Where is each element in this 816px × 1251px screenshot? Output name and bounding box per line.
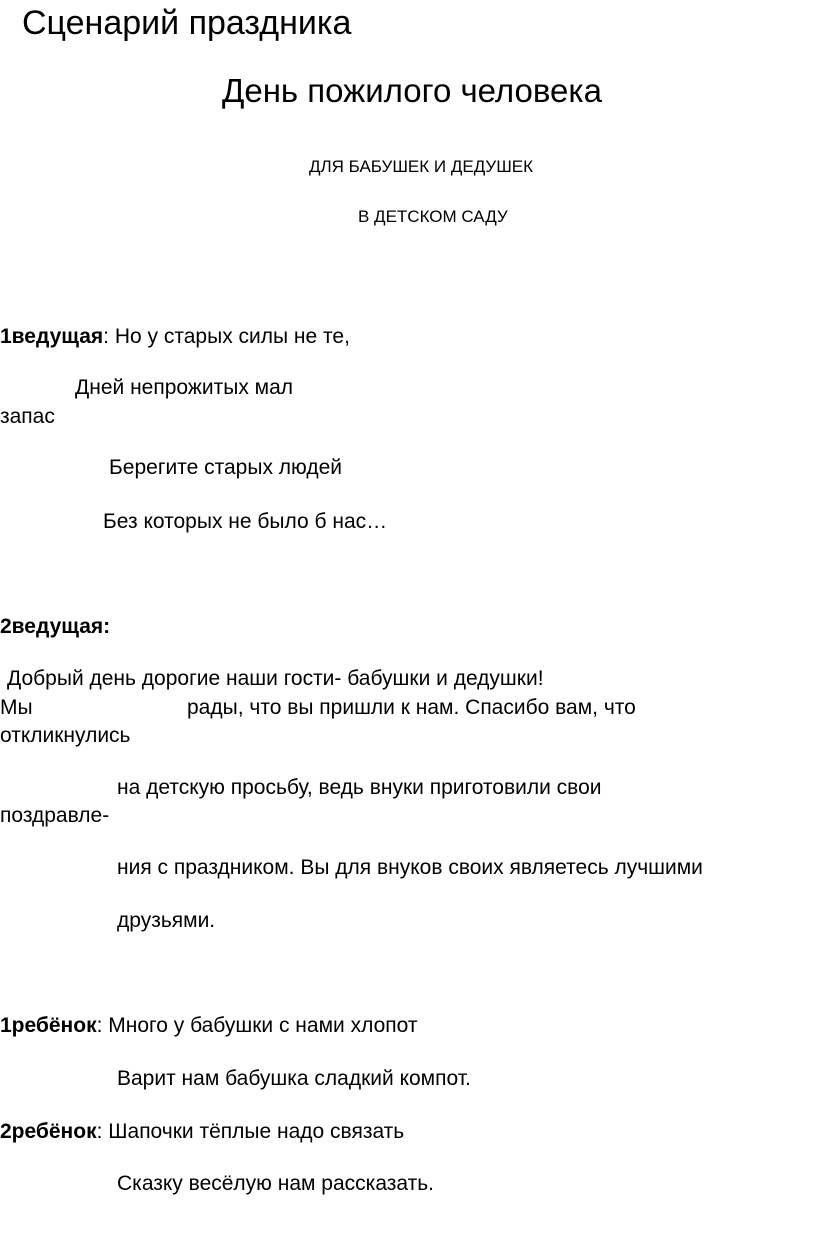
speech-line: на детскую просьбу, ведь внуки приготовили свои [117, 776, 602, 799]
caption-line-2: В ДЕТСКОМ САДУ [358, 207, 508, 226]
verse-text: : Шапочки тёплые надо связать [96, 1120, 405, 1143]
speaker-line-3 [0, 1015, 417, 1036]
verse-line: Сказку весёлую нам рассказать. [117, 1172, 434, 1195]
verse-text: : Много у бабушки с нами хлопот [96, 1014, 418, 1037]
speech-line: друзьями. [117, 909, 216, 932]
verse-line: Дней непрожитых мал [75, 376, 294, 399]
speaker-2-label: 2ведущая: [0, 615, 111, 638]
verse-text: : Но у старых силы не те, [103, 325, 350, 348]
caption-line-1: ДЛЯ БАБУШЕК И ДЕДУШЕК [309, 157, 534, 176]
speech-line: поздравле- [0, 804, 110, 827]
document-title: Сценарий праздника [22, 4, 352, 42]
child-1-name: 1ребёнок [0, 1014, 97, 1037]
speaker-line-4 [0, 1121, 404, 1142]
verse-line: Варит нам бабушка сладкий компот. [117, 1067, 471, 1090]
verse-line: Берегите старых людей [109, 456, 342, 479]
verse-line: запас [0, 405, 55, 428]
speech-line: откликнулись [0, 724, 131, 747]
speech-line: рады, что вы пришли к нам. Спасибо вам, что [187, 696, 636, 719]
speech-line: Добрый день дорогие наши гости- бабушки и дедушки! [7, 667, 544, 690]
speech-line: Мы [0, 696, 33, 719]
child-2-name: 2ребёнок [0, 1120, 97, 1143]
speech-line: ния с праздником. Вы для внуков своих являетесь лучшими [117, 856, 703, 879]
speaker-2-name [0, 616, 110, 637]
speaker-line-1 [0, 326, 350, 347]
verse-line: Без которых не было б нас… [103, 510, 388, 533]
document-subtitle: День пожилого человека [222, 72, 602, 109]
speaker-1-name: 1ведущая [0, 325, 104, 348]
